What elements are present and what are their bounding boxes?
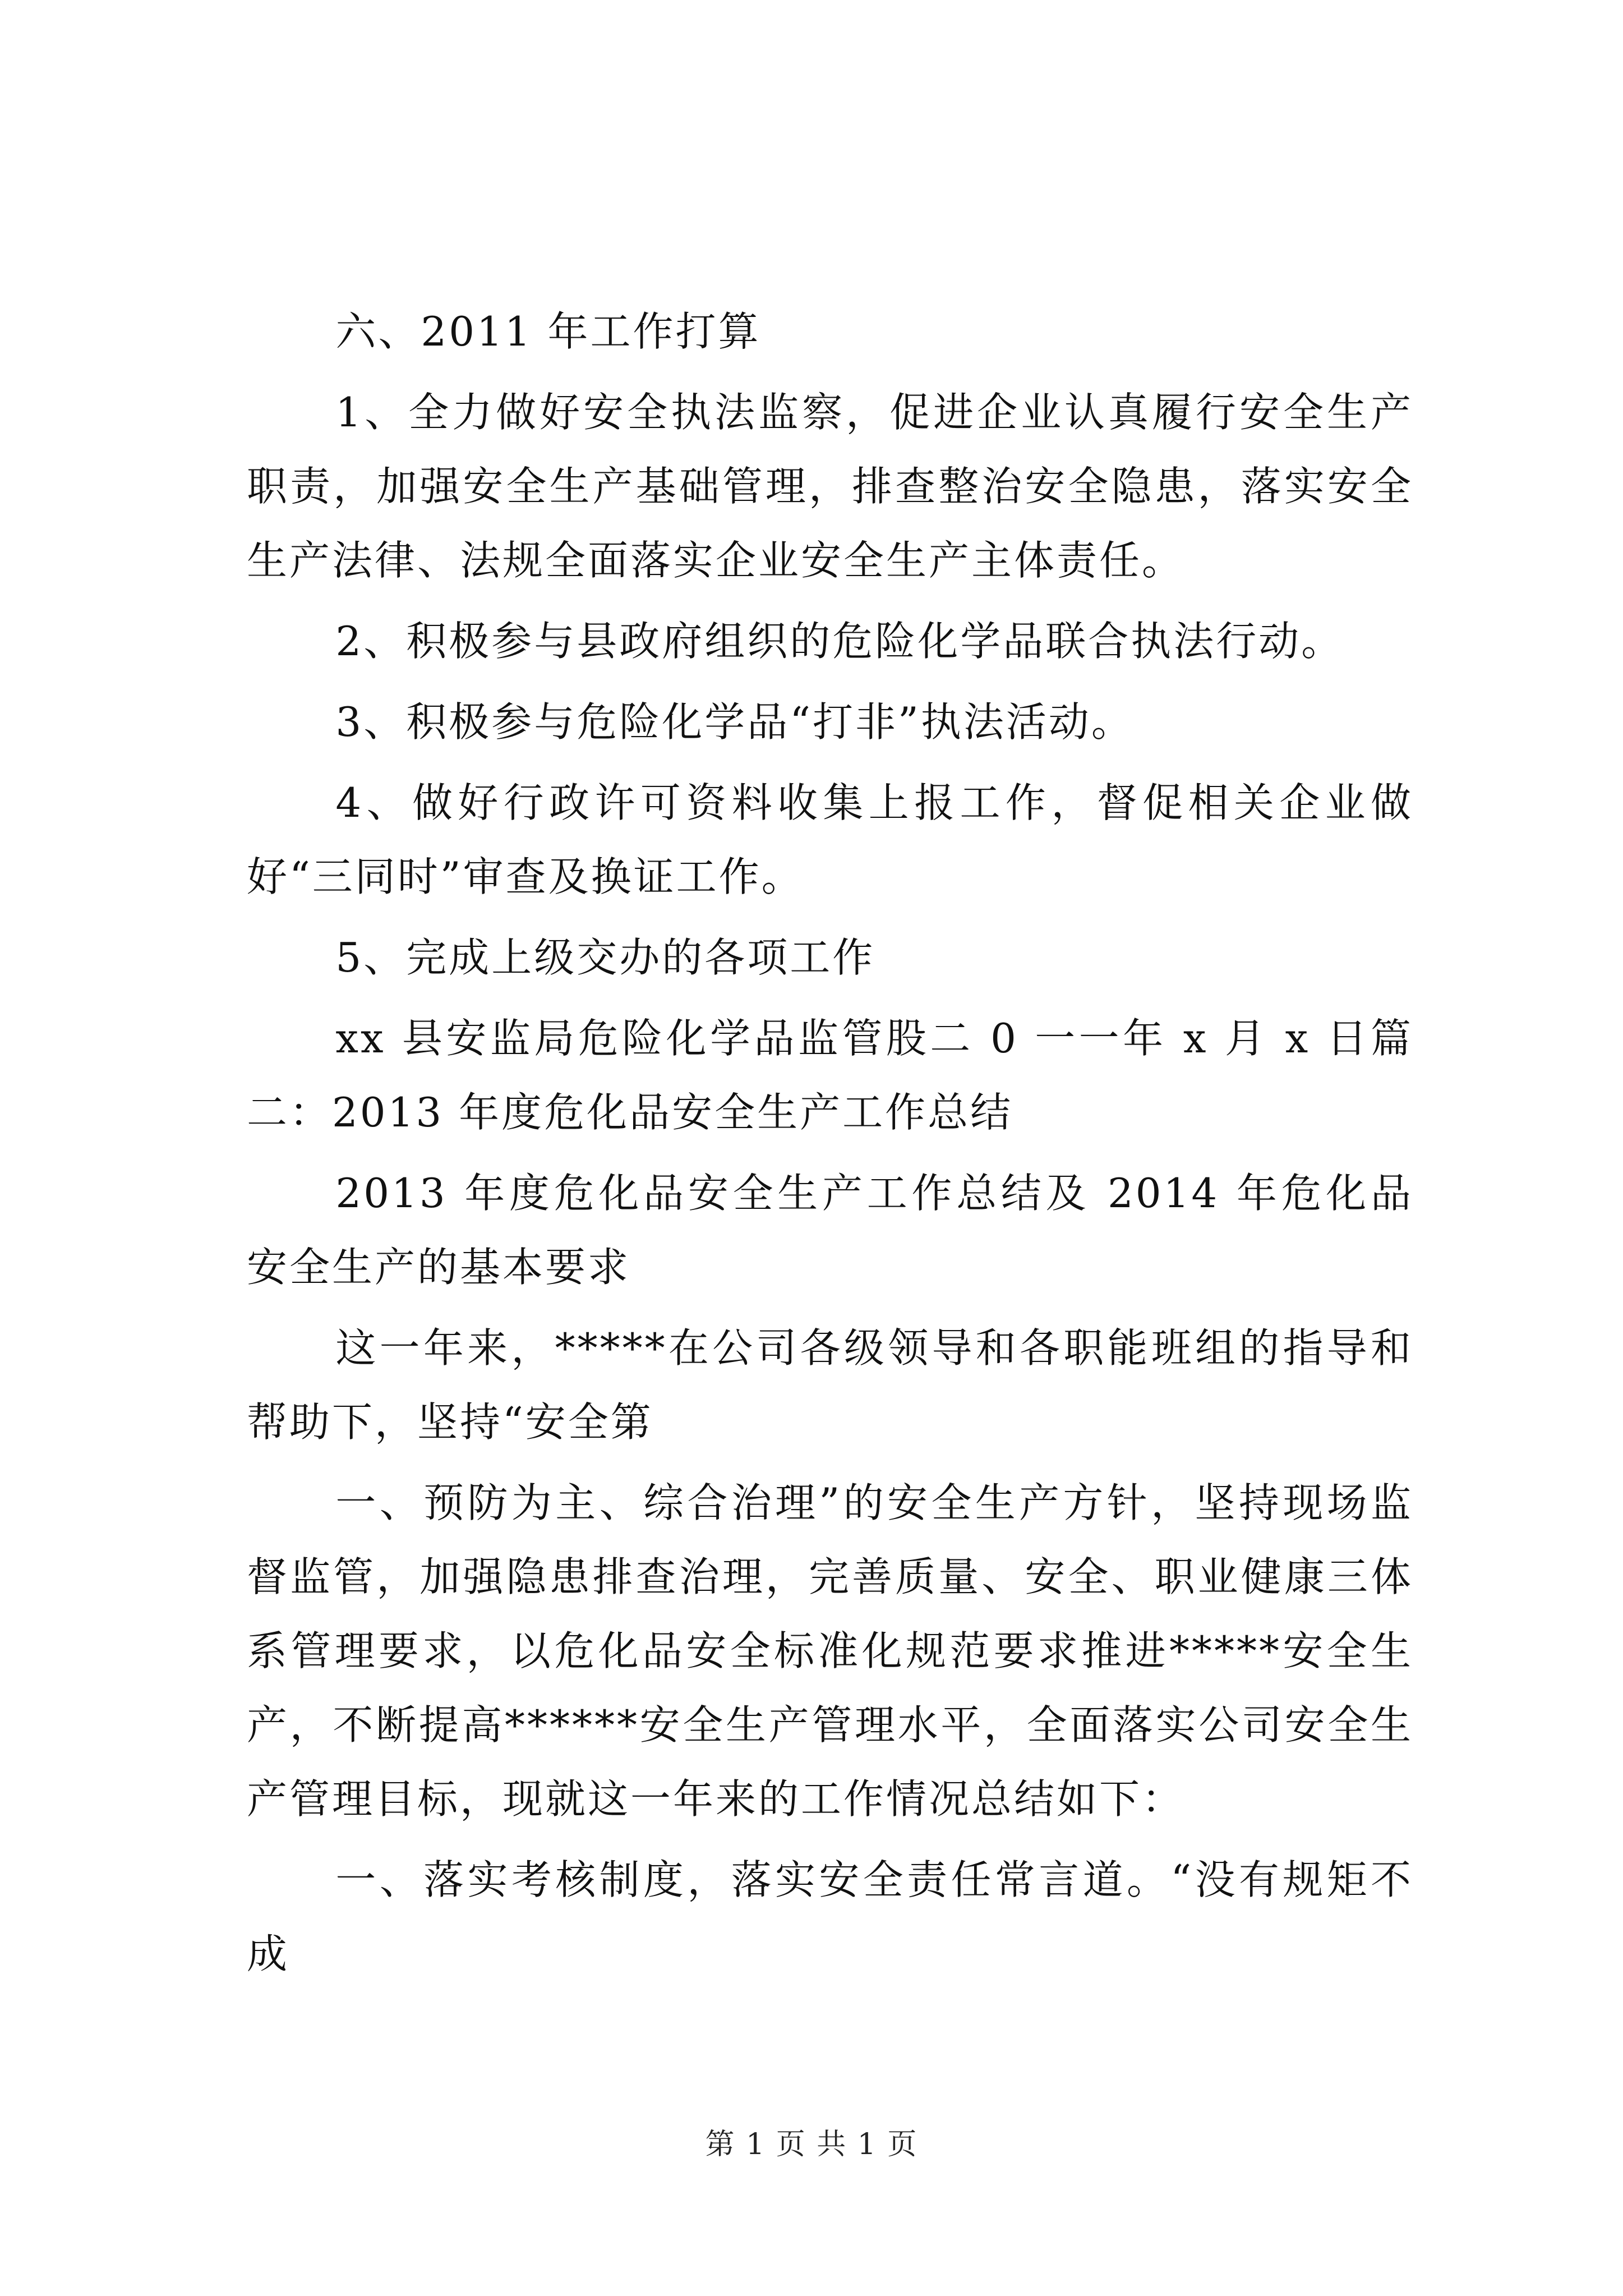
paragraph-item-5: 5、完成上级交办的各项工作 xyxy=(335,934,875,981)
paragraph-section-1: 一、落实考核制度，落实安全责任常言道。“没有规矩不成 xyxy=(247,1856,1413,1977)
paragraph-item-2: 2、积极参与县政府组织的危险化学品联合执法行动。 xyxy=(335,618,1344,665)
paragraph-plan-heading: 六、2011 年工作打算 xyxy=(335,308,761,355)
document-body xyxy=(247,295,1413,1998)
page-footer: 第 1 页 共 1 页 xyxy=(705,2128,918,2161)
paragraph-intro: 这一年来，*****在公司各级领导和各职能班组的指导和帮助下，坚持“安全第 xyxy=(247,1324,1413,1446)
paragraph-signature: xx 县安监局危险化学品监管股二 0 一一年 x 月 x 日篇二：2013 年度危化品安全生产工作总结 xyxy=(247,1015,1413,1136)
paragraph-report-title: 2013 年度危化品安全生产工作总结及 2014 年危化品安全生产的基本要求 xyxy=(247,1170,1413,1291)
paragraph-policy: 一、预防为主、综合治理”的安全生产方针，坚持现场监督监管，加强隐患排查治理，完善质量、安全、职业健康三体系管理要求，以危化品安全标准化规范要求推进*****安全生产，不断提高******安全生产管理水平，全面落实公司安全生产管理目标，现就这一年来的工作情况总结如下： xyxy=(247,1479,1413,1823)
paragraph-item-4: 4、做好行政许可资料收集上报工作，督促相关企业做好“三同时”审查及换证工作。 xyxy=(247,779,1413,900)
paragraph-item-1: 1、全力做好安全执法监察，促进企业认真履行安全生产职责，加强安全生产基础管理，排查整治安全隐患，落实安全生产法律、法规全面落实企业安全生产主体责任。 xyxy=(247,389,1413,584)
paragraph-item-3: 3、积极参与危险化学品“打非”执法活动。 xyxy=(335,698,1134,746)
